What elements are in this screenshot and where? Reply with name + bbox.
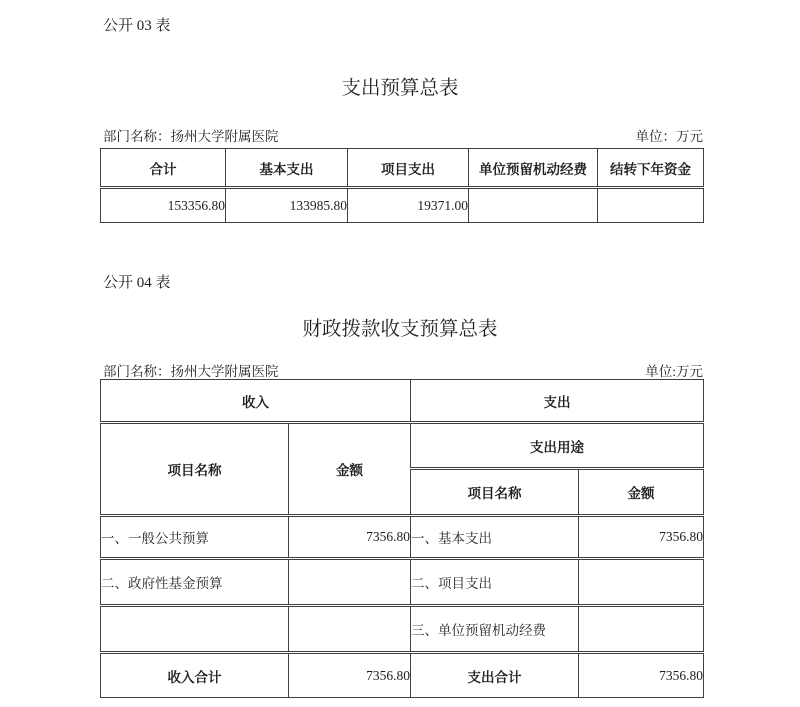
expense-amount-column-header: 金额 [579, 469, 704, 516]
expense-amount-cell [579, 606, 704, 653]
value-cell-basic-expenditure: 133985.80 [226, 188, 348, 223]
table04-kicker: 公开 04 表 [103, 275, 171, 291]
expenditure-budget-table [100, 148, 704, 223]
income-amount-cell [289, 559, 411, 606]
table03-meta-row [100, 125, 703, 145]
expense-amount-cell: 7356.80 [579, 516, 704, 559]
income-item-cell: 二、政府性基金预算 [101, 559, 289, 606]
table04-title: 财政拨款收支预算总表 [302, 319, 498, 340]
value-cell-project-expenditure: 19371.00 [348, 188, 469, 223]
income-header-cell: 收入 [101, 380, 411, 423]
expense-header-cell: 支出 [411, 380, 704, 423]
table-row [101, 516, 704, 559]
expense-purpose-header-cell: 支出用途 [411, 423, 704, 469]
table03-kicker: 公开 03 表 [103, 18, 171, 34]
table-row [101, 559, 704, 606]
income-amount-column-header: 金额 [289, 423, 411, 516]
income-total-label-cell: 收入合计 [101, 653, 289, 698]
table04-department-label: 部门名称：扬州大学附属医院 [103, 364, 279, 379]
value-cell-total: 153356.80 [101, 188, 226, 223]
value-cell-carryover-funds [598, 188, 704, 223]
header-cell-project-expenditure: 项目支出 [348, 149, 469, 188]
value-cell-reserved-funds [469, 188, 598, 223]
table04-unit-label: 单位:万元 [645, 364, 703, 379]
table-value-row [101, 188, 704, 223]
totals-row [101, 653, 704, 698]
expense-item-cell: 二、项目支出 [411, 559, 579, 606]
expense-item-column-header: 项目名称 [411, 469, 579, 516]
header-cell-carryover-funds: 结转下年资金 [598, 149, 704, 188]
income-total-value-cell: 7356.80 [289, 653, 411, 698]
fiscal-appropriation-budget-table [100, 379, 704, 698]
expense-item-cell: 三、单位预留机动经费 [411, 606, 579, 653]
column-header-row-upper [101, 423, 704, 469]
expense-total-label-cell: 支出合计 [411, 653, 579, 698]
income-item-column-header: 项目名称 [101, 423, 289, 516]
income-amount-cell [289, 606, 411, 653]
income-item-cell [101, 606, 289, 653]
income-item-cell: 一、一般公共预算 [101, 516, 289, 559]
income-amount-cell: 7356.80 [289, 516, 411, 559]
table-row [101, 606, 704, 653]
header-cell-reserved-funds: 单位预留机动经费 [469, 149, 598, 188]
table03-title: 支出预算总表 [341, 78, 459, 99]
header-cell-basic-expenditure: 基本支出 [226, 149, 348, 188]
expense-amount-cell [579, 559, 704, 606]
table04-meta-row [100, 360, 703, 380]
table03-department-label: 部门名称：扬州大学附属医院 [103, 129, 279, 144]
table-header-row [101, 149, 704, 188]
expense-total-value-cell: 7356.80 [579, 653, 704, 698]
expense-item-cell: 一、基本支出 [411, 516, 579, 559]
header-cell-total: 合计 [101, 149, 226, 188]
table03-unit-label: 单位：万元 [635, 129, 703, 144]
income-expense-header-row [101, 380, 704, 423]
